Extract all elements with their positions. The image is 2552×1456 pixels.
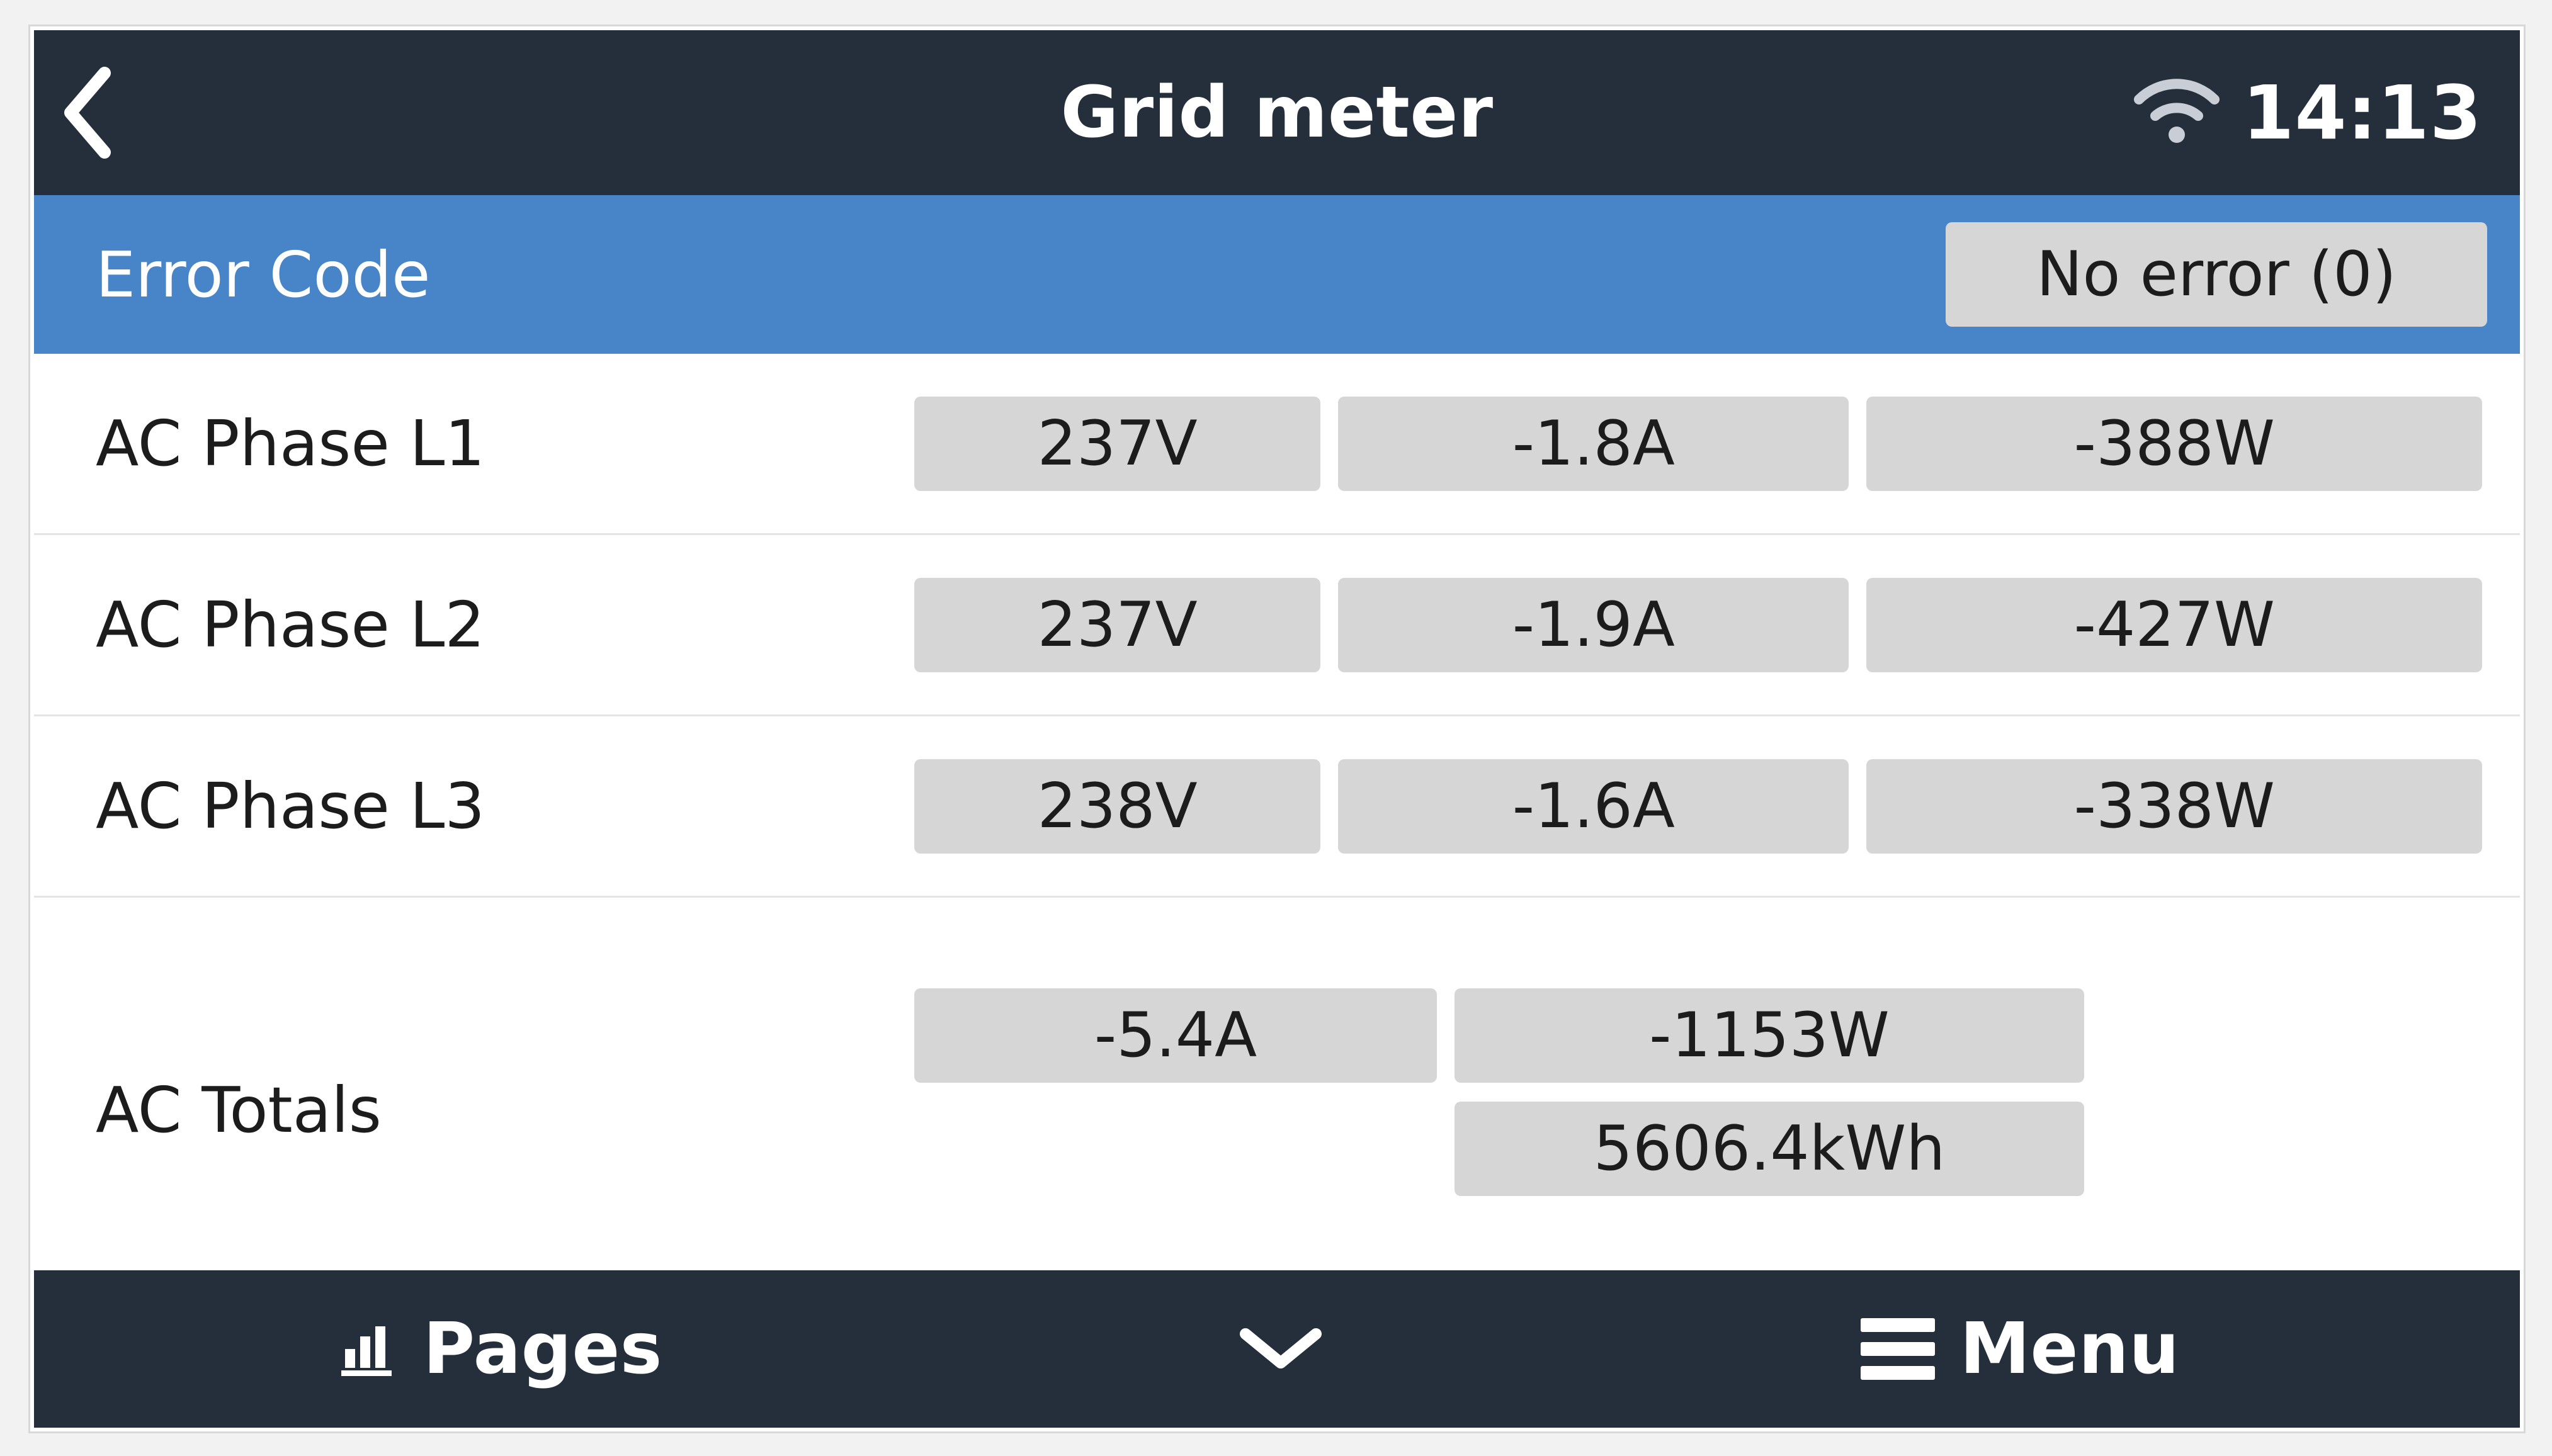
list-item-error-code[interactable] xyxy=(34,195,2520,354)
ac-totals-current: -5.4A xyxy=(914,988,1437,1083)
table-row-ac-totals[interactable] xyxy=(34,898,2520,1265)
chevron-down-icon xyxy=(1237,1323,1325,1375)
phase-l3-power: -338W xyxy=(1866,759,2482,854)
ac-totals-line-2 xyxy=(914,1102,2482,1196)
menu-button[interactable] xyxy=(1596,1270,2520,1428)
phase-l1-label: AC Phase L1 xyxy=(96,407,485,480)
footer-bar xyxy=(34,1270,2520,1428)
error-code-label: Error Code xyxy=(96,237,431,312)
pages-label: Pages xyxy=(423,1308,662,1390)
page-title: Grid meter xyxy=(1060,72,1494,154)
table-row-phase-l3[interactable] xyxy=(34,716,2520,898)
phase-l2-current: -1.9A xyxy=(1338,578,1849,672)
phase-l3-voltage: 238V xyxy=(914,759,1320,854)
phase-l3-label: AC Phase L3 xyxy=(96,769,485,843)
pages-button[interactable] xyxy=(34,1270,966,1428)
table-row-phase-l1[interactable] xyxy=(34,354,2520,535)
menu-label: Menu xyxy=(1959,1308,2180,1390)
ac-totals-energy: 5606.4kWh xyxy=(1455,1102,2084,1196)
phase-l2-power: -427W xyxy=(1866,578,2482,672)
phase-l3-current: -1.6A xyxy=(1338,759,1849,854)
error-code-value: No error (0) xyxy=(1946,222,2487,327)
ac-totals-label-wrap xyxy=(96,898,914,1265)
ac-totals-values xyxy=(914,898,2482,1265)
phase-l1-current: -1.8A xyxy=(1338,397,1849,491)
phase-l2-label: AC Phase L2 xyxy=(96,588,485,662)
device-screen xyxy=(30,26,2524,1431)
table-row-phase-l2[interactable] xyxy=(34,535,2520,716)
bar-chart-icon xyxy=(337,1318,398,1380)
clock-label: 14:13 xyxy=(2242,69,2482,156)
phase-l1-voltage: 237V xyxy=(914,397,1320,491)
scroll-down-button[interactable] xyxy=(966,1270,1596,1428)
content-area xyxy=(34,195,2520,1270)
ac-totals-label: AC Totals xyxy=(96,1073,382,1147)
ac-totals-line-1 xyxy=(914,988,2482,1083)
phase-l2-voltage: 237V xyxy=(914,578,1320,672)
ac-totals-power: -1153W xyxy=(1455,988,2084,1083)
hamburger-menu-icon xyxy=(1861,1308,1935,1390)
header-bar xyxy=(34,30,2520,195)
phase-l1-power: -388W xyxy=(1866,397,2482,491)
